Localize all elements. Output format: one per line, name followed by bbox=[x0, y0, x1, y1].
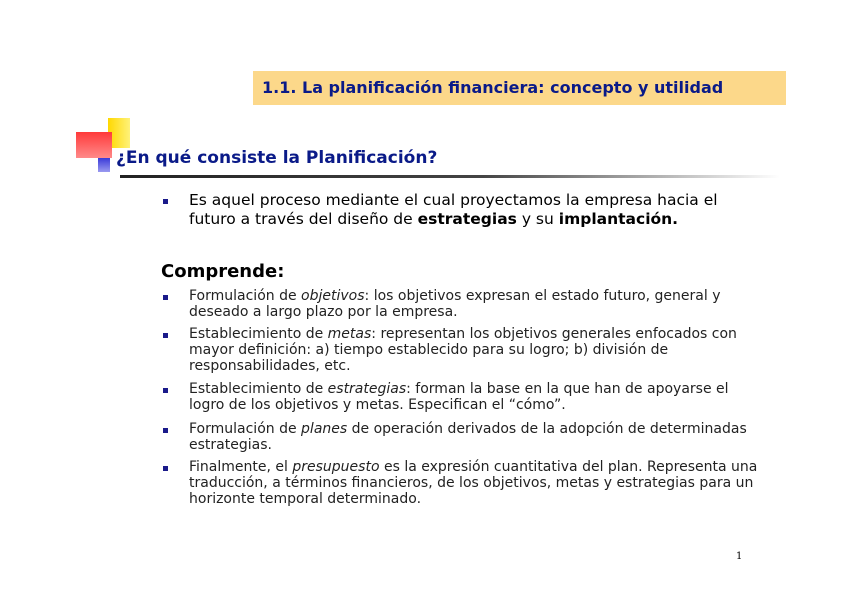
item-text: Formulación de bbox=[189, 288, 302, 304]
item-emphasis: objetivos bbox=[301, 288, 365, 304]
item-emphasis: estrategias bbox=[327, 381, 407, 397]
item-emphasis: presupuesto bbox=[292, 459, 380, 475]
list-item bbox=[189, 459, 759, 507]
item-text: es la expresión cuantitativa del plan. Representa una traducción, a términos financieros, de los objetivos, metas y estrategias para un horizonte temporal determinado. bbox=[189, 459, 758, 507]
intro-bold-strategies: estrategias bbox=[417, 210, 517, 228]
subheading: Comprende: bbox=[161, 261, 285, 282]
slide-title: 1.1. La planificación financiera: concepto y utilidad bbox=[262, 78, 724, 97]
item-emphasis: planes bbox=[301, 421, 348, 437]
item-text: de operación derivados de la adopción de determinadas estrategias. bbox=[189, 421, 747, 453]
item-text: Establecimiento de bbox=[189, 381, 328, 397]
item-text: : los objetivos expresan el estado futuro, general y deseado a largo plazo por la empresa. bbox=[189, 288, 721, 320]
section-heading: ¿En qué consiste la Planificación? bbox=[116, 148, 438, 168]
bullet-icon bbox=[163, 333, 168, 338]
item-text: : forman la base en la que han de apoyarse el logro de los objetivos y metas. Especifican el “cómo”. bbox=[189, 381, 729, 413]
bullet-icon bbox=[163, 428, 168, 433]
bullet-icon bbox=[163, 199, 168, 204]
intro-text-middle: y su bbox=[516, 210, 559, 228]
item-text: Formulación de bbox=[189, 421, 302, 437]
page-number: 1 bbox=[736, 551, 743, 562]
list-item bbox=[189, 288, 759, 320]
intro-text-before: Es aquel proceso mediante el cual proyectamos la empresa hacia el futuro a través del diseño de bbox=[189, 191, 718, 228]
decorative-blue-square bbox=[98, 158, 110, 172]
decorative-red-square bbox=[76, 132, 112, 158]
item-text: : representan los objetivos generales enfocados con mayor definición: a) tiempo establecido para su logro; b) división de responsabilidades, etc. bbox=[189, 326, 737, 374]
bullet-icon bbox=[163, 295, 168, 300]
heading-underline bbox=[120, 175, 780, 178]
intro-bold-implantation: implantación. bbox=[558, 210, 679, 228]
bullet-icon bbox=[163, 388, 168, 393]
bullet-icon bbox=[163, 466, 168, 471]
item-text: Finalmente, el bbox=[189, 459, 293, 475]
item-emphasis: metas bbox=[327, 326, 372, 342]
item-text: Establecimiento de bbox=[189, 326, 328, 342]
title-banner bbox=[253, 71, 786, 105]
list-item bbox=[189, 421, 759, 453]
intro-paragraph bbox=[189, 191, 759, 229]
list-item bbox=[189, 326, 759, 374]
list-item bbox=[189, 381, 759, 413]
